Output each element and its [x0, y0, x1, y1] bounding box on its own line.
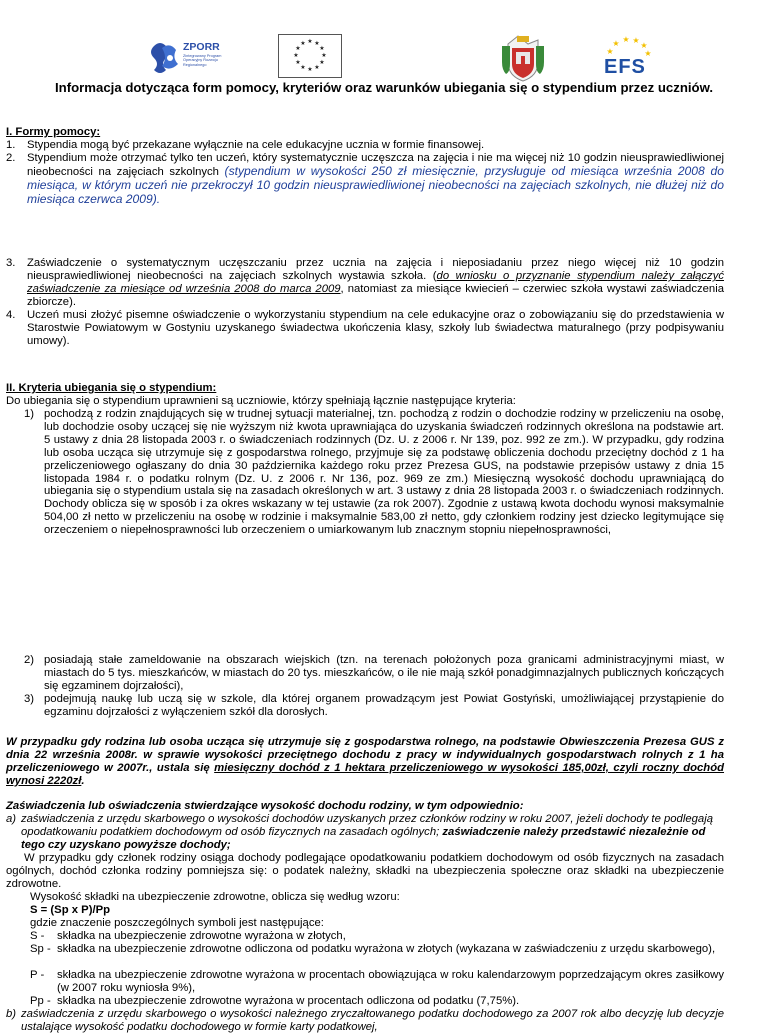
eu-flag-logo [278, 34, 342, 78]
item-label: b) [6, 1008, 17, 1020]
item-text: Uczeń musi złożyć pisemne oświadczenie o wykorzystaniu stypendium na cele edukacyjne oraz o zobowiązaniu się do przedstawienia w Starostwie Powiatowym w Gostyniu uzyskanego świadectwa ukończenia klasy, szkoły lub świadectwa maturalnego (przy podpisywaniu umowy). [27, 309, 724, 347]
svg-text:★: ★ [606, 47, 614, 56]
symbol: S - [30, 930, 45, 942]
svg-text:★: ★ [295, 59, 301, 66]
symbol: Pp - [30, 995, 51, 1007]
item-text [27, 152, 724, 207]
eu-flag-icon [278, 34, 342, 78]
symbol-description: składka na ubezpieczenie zdrowotne odliczona od podatku wyrażona w złotych (wykazana w zaświadczeniu z urzędu skarbowego), [57, 943, 716, 955]
efs-logo [600, 34, 656, 82]
item-number: 2) [24, 654, 35, 666]
farm-note-text: W przypadku gdy rodzina lub osoba ucząca się utrzymuje się z gospodarstwa rolnego, na podstawie Obwieszczenia Prezesa GUS z dnia 22 września 2008r. w sprawie wysokości przeciętnego dochodu z pracy w indywidualnych gospodarstwach rolnych z 1 ha przeliczeniowego w 2007r., ustala się [6, 736, 724, 774]
section-1-heading: I. Formy pomocy: [6, 126, 101, 138]
item-text-underlined: do wniosku o przyznanie stypendium należy załączyć zaświadczenie za miesiące od września 2008 do marca 2009 [27, 269, 724, 295]
item-number: 1. [6, 139, 16, 151]
section-1-item [6, 309, 724, 348]
efs-logo-text: EFS [604, 56, 646, 78]
symbol-description: składka na ubezpieczenie zdrowotne wyrażona w procentach obowiązująca w roku kalendarzowym poprzedzającym okres zasiłkowy (w 2007 roku wyniosła 9%), [57, 969, 724, 994]
svg-text:★: ★ [319, 59, 325, 66]
symbol-description: składka na ubezpieczenie zdrowotne wyrażona w złotych, [57, 930, 346, 942]
certificate-item-a [6, 813, 724, 852]
symbol: Sp - [30, 943, 51, 955]
item-text-emphasis: (stypendium w wysokości 250 zł miesięcznie, przysługuje od miesiąca września 2008 do miesiąca, w którym uczeń nie przekroczył 10 godzin nieusprawiedliwionej nieobecności na zajęciach szkolnych, nie dłużej niż do miesiąca czerwca 2009). [27, 163, 724, 206]
svg-text:★: ★ [622, 35, 630, 44]
svg-text:★: ★ [314, 64, 320, 71]
farm-income-note [6, 736, 724, 788]
criteria-item [24, 408, 724, 537]
farm-note-underlined: miesięczny dochód z 1 hektara przeliczeniowego w wysokości 185,00zł, czyli roczny dochód wynosi 2220zł [6, 761, 725, 787]
section-1-item [6, 152, 724, 207]
formula-intro: Wysokość składki na ubezpieczenie zdrowotne, oblicza się według wzoru: [30, 891, 400, 903]
symbol: P - [30, 969, 45, 981]
item-number: 2. [6, 152, 16, 164]
section-3-heading: Zaświadczenia lub oświadczenia stwierdzające wysokość dochodu rodziny, w tym odpowiednio: [6, 800, 524, 812]
item-label: a) [6, 813, 17, 825]
symbols-intro: gdzie znaczenie poszczególnych symboli jest następujące: [30, 917, 324, 929]
item-text: pochodzą z rodzin znajdujących się w trudnej sytuacji materialnej, tzn. pochodzą z rodzin o dochodzie rodziny w przeliczeniu na osobę, lub dochodzie osoby uczącej się nie wyższym niż kwota uprawniająca do uzyskania świadczeń rodzinnych określona na podstawie art. 5 ustawy z dnia 28 listopada 2003 r. o świadczeniach rodzinnych (Dz. U. z 2006 r. Nr 139, poz. 992 ze zm.). W przypadku, gdy rodzina lub osoba ucząca się utrzymuje się z gospodarstwa rolnego, przyjmuje się za podstawę obliczenia dochodu przeciętny dochód z 1 ha przeliczeniowego ogłaszany do dnia 30 października każdego roku przez Prezesa GUS, na podstawie przepisów ustawy z dnia 15 listopada 1984 r. o podatku rolnym (Dz. U. z 2006 r. Nr 136, poz. 969 ze zm.) Miesięczną wysokość dochodu uprawniającą do ubiegania się o stypendium ustala się na zasadach określonych w art. 3 ustawy z dnia 28 listopada 2003 r. o świadczeniach rodzinnych. Dochody oblicza się w sposób i za okres wskazany w tej ustawie (za rok 2007). Zgodnie z ustawą kwota dochodu wynosi maksymalnie 504,00 zł netto w przeliczeniu na osobę w rodzinie i maksymalnie 583,00 zł netto, gdy członkiem rodziny jest dziecko legitymujące się orzeczeniem o niepełnosprawności lub orzeczeniem o umiarkowanym lub znacznym stopniu niepełnosprawności, [44, 408, 724, 537]
coat-of-arms-logo [500, 34, 546, 82]
item-text-plain: zaświadczenia z urzędu skarbowego o wysokości dochodów uzyskanych przez członków rodziny w roku 2007, jeżeli dochody te podlegają opodatkowaniu podatkiem dochodowym od osób fizycznych na zasadach ogólnych; [21, 813, 713, 838]
criteria-item [24, 654, 724, 693]
symbol-row [30, 995, 724, 1008]
svg-text:★: ★ [300, 40, 306, 47]
section-1-item [6, 257, 724, 309]
svg-text:★: ★ [293, 52, 299, 59]
svg-text:★: ★ [295, 45, 301, 52]
svg-text:★: ★ [300, 64, 306, 71]
item-text: podejmują naukę lub uczą się w szkole, dla której organem prowadzącym jest Powiat Gostyński, umożliwiającej przystąpienie do egzaminu dojrzałości z wyłączeniem szkół dla dorosłych. [44, 693, 724, 718]
item-number: 3. [6, 257, 16, 269]
item-text-plain: Zaświadczenie o systematycznym uczęszczaniu przez ucznia na zajęcia i nieposiadaniu przez niego więcej niż 10 godzin nieusprawiedliwionej nieobecności na zajęciach szkolnych wystawia szkoła. ( [27, 257, 724, 282]
symbol-row [30, 943, 724, 956]
criteria-item [24, 693, 724, 719]
item-text: zaświadczenia z urzędu skarbowego o wysokości należnego zryczałtowanego podatku dochodowego za 2007 rok albo decyzję lub decyzje ustalające wysokość podatku dochodowego w formie karty podatkowej, [21, 1008, 724, 1033]
item-text: Stypendia mogą być przekazane wyłącznie na cele edukacyjne ucznia w formie finansowej. [27, 139, 485, 151]
item-text [27, 257, 724, 309]
formula: S = (Sp x P)/Pp [30, 904, 111, 916]
item-text [21, 813, 724, 852]
certificate-item-b [6, 1008, 724, 1034]
item-number: 1) [24, 408, 35, 420]
item-text-plain: Stypendium może otrzymać tylko ten uczeń, który systematycznie uczęszcza na zajęcia i nie ma więcej niż 10 godzin nieusprawiedliwionej nieobecności na zajęciach szkolnych [27, 152, 724, 178]
symbol-row [30, 969, 724, 995]
svg-text:★: ★ [307, 66, 313, 73]
symbol-description: składka na ubezpieczenie zdrowotne wyrażona w procentach odliczona od podatku (7,75%). [57, 995, 520, 1007]
farm-note-tail: . [81, 774, 85, 787]
coat-of-arms-icon [500, 34, 546, 82]
deduction-paragraph: W przypadku gdy członek rodziny osiąga dochody podlegające opodatkowaniu podatkiem dochodowym od osób fizycznych na zasadach ogólnych, dochód członka rodziny pomniejsza się: o podatek należny, składki na ubezpieczenia społeczne oraz składki na ubezpieczenie zdrowotne. [6, 852, 724, 890]
item-number: 3) [24, 693, 35, 705]
logo-bar [0, 34, 768, 82]
item-text-tail: , natomiast za miesiące kwiecień – czerwiec szkoła wystawi zaświadczenia zbiorcze). [27, 282, 724, 308]
item-text: posiadają stałe zameldowanie na obszarach wiejskich (tzn. na terenach położonych poza granicami administracyjnymi miast, w miastach do 5 tys. mieszkańców, w miastach do 20 tys. mieszkańców, o ile nie mają szkół ponadgimnazjalnych publicznych kończących się egzaminem dojrzałości), [44, 654, 724, 692]
item-text-bold: zaświadczenie należy przedstawić niezależnie od tego czy uzyskano powyższe dochody; [21, 825, 706, 851]
svg-text:★: ★ [632, 36, 640, 45]
svg-text:★: ★ [640, 41, 648, 50]
section-2-intro: Do ubiegania się o stypendium uprawnieni są uczniowie, którzy spełniają łącznie następujące kryteria: [6, 395, 516, 407]
item-number: 4. [6, 309, 16, 321]
document-title: Informacja dotycząca form pomocy, kryteriów oraz warunków ubiegania się o stypendium przez uczniów. [54, 80, 714, 95]
svg-text:★: ★ [612, 39, 620, 48]
zporr-logo-subtext: Zintegrowany Program Operacyjny Rozwoju Regionalnego [183, 54, 222, 67]
svg-text:★: ★ [644, 49, 652, 58]
symbol-row [30, 930, 724, 943]
svg-text:★: ★ [314, 40, 320, 47]
svg-text:★: ★ [307, 38, 313, 45]
section-1-item [6, 139, 724, 152]
section-2-heading: II. Kryteria ubiegania się o stypendium: [6, 382, 217, 394]
zporr-logo-text: ZPORR [183, 41, 220, 53]
svg-text:★: ★ [321, 52, 327, 59]
zporr-logo [150, 38, 240, 78]
svg-text:★: ★ [319, 45, 325, 52]
